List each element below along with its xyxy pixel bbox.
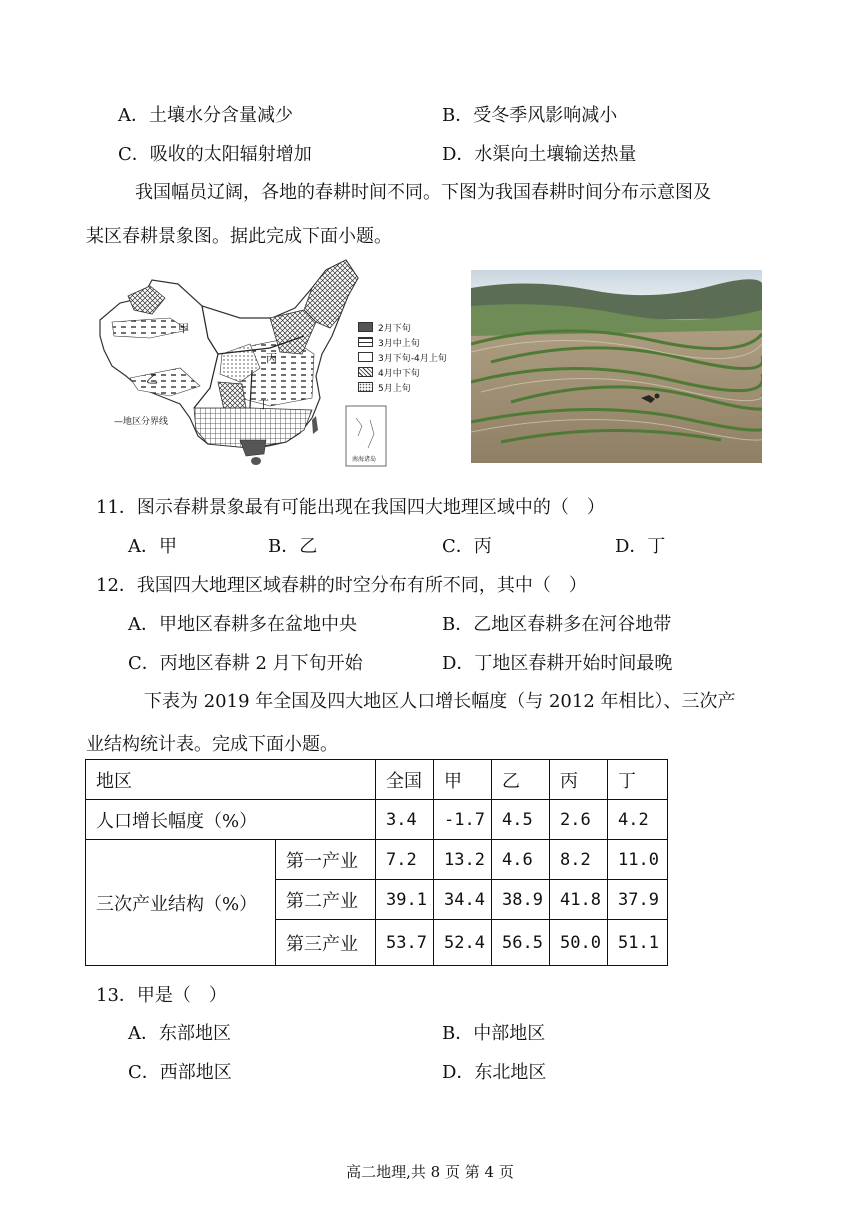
table-header-cell: 丙 <box>550 760 608 800</box>
population-industry-table <box>85 759 668 966</box>
intro-paragraph-1-line-2: 某区春耕景象图。据此完成下面小题。 <box>86 226 392 247</box>
legend-swatch-1 <box>358 322 373 332</box>
table-row-label: 第一产业 <box>276 840 376 880</box>
table-cell: 53.7 <box>376 920 434 966</box>
q11-option-b: B．乙 <box>268 536 318 557</box>
q13-stem: 13．甲是（ ） <box>96 985 227 1006</box>
table-cell: 8.2 <box>550 840 608 880</box>
table-header-cell: 乙 <box>492 760 550 800</box>
legend-swatch-5 <box>358 382 373 392</box>
legend-swatch-4 <box>358 367 373 377</box>
page-footer: 高二地理,共 8 页 第 4 页 <box>346 1163 514 1181</box>
table-row-label: 第二产业 <box>276 880 376 920</box>
table-header-row <box>86 760 668 800</box>
boundary-legend-label: —地区分界线 <box>114 417 169 427</box>
intro-paragraph-1-line-1: 我国幅员辽阔，各地的春耕时间不同。下图为我国春耕时间分布示意图及 <box>135 182 711 203</box>
table-cell: 38.9 <box>492 880 550 920</box>
q10-option-b: B．受冬季风影响减小 <box>442 105 618 126</box>
table-row <box>86 840 668 880</box>
table-cell: 4.6 <box>492 840 550 880</box>
table-cell: 41.8 <box>550 880 608 920</box>
table-cell: 37.9 <box>608 880 668 920</box>
legend-label-2: 3月中上旬 <box>378 339 420 349</box>
q12-stem: 12．我国四大地理区域春耕的时空分布有所不同，其中（ ） <box>96 575 587 596</box>
table-cell: 50.0 <box>550 920 608 966</box>
legend-swatch-3 <box>358 352 373 362</box>
legend-swatch-2 <box>358 337 373 347</box>
q11-option-d: D．丁 <box>615 536 666 557</box>
q10-option-a: A．土壤水分含量减少 <box>118 105 293 126</box>
q12-option-d: D．丁地区春耕开始时间最晚 <box>442 653 673 674</box>
inset-label: 南海诸岛 <box>352 456 377 463</box>
q10-option-c: C．吸收的太阳辐射增加 <box>118 144 312 165</box>
q12-option-b: B．乙地区春耕多在河谷地带 <box>442 614 672 635</box>
table-cell: 4.5 <box>492 800 550 840</box>
table-cell: 34.4 <box>434 880 492 920</box>
table-cell: 56.5 <box>492 920 550 966</box>
q11-option-c: C．丙 <box>442 536 492 557</box>
table-cell: 13.2 <box>434 840 492 880</box>
q12-option-a: A．甲地区春耕多在盆地中央 <box>128 614 357 635</box>
table-cell: 7.2 <box>376 840 434 880</box>
table-row-label: 人口增长幅度（%） <box>86 800 376 840</box>
region-label-jia: 甲 <box>178 322 189 335</box>
table-group-label: 三次产业结构（%） <box>86 840 276 966</box>
table-header-cell: 地区 <box>86 760 376 800</box>
legend-label-4: 4月中下旬 <box>378 369 420 379</box>
map-legend <box>358 322 448 402</box>
q12-option-c: C．丙地区春耕 2 月下旬开始 <box>128 653 363 674</box>
table-cell: 2.6 <box>550 800 608 840</box>
terraced-field-photo <box>471 270 762 463</box>
legend-label-3: 3月下旬-4月上旬 <box>378 354 447 364</box>
q10-option-d: D．水渠向土壤输送热量 <box>442 144 637 165</box>
legend-label-5: 5月上旬 <box>378 384 411 394</box>
region-label-bing: 丙 <box>266 352 277 365</box>
intro-paragraph-2-line-2: 业结构统计表。完成下面小题。 <box>86 734 338 755</box>
q13-option-d: D．东北地区 <box>442 1062 547 1083</box>
q11-option-a: A．甲 <box>128 536 177 557</box>
table-cell: 11.0 <box>608 840 668 880</box>
q11-stem: 11．图示春耕景象最有可能出现在我国四大地理区域中的（ ） <box>96 497 605 518</box>
table-cell: 4.2 <box>608 800 668 840</box>
spring-plowing-map <box>90 258 450 470</box>
table-cell: -1.7 <box>434 800 492 840</box>
table-cell: 39.1 <box>376 880 434 920</box>
table-row-label: 第三产业 <box>276 920 376 966</box>
table-cell: 52.4 <box>434 920 492 966</box>
table-cell: 3.4 <box>376 800 434 840</box>
q13-option-b: B．中部地区 <box>442 1023 546 1044</box>
q13-option-c: C．西部地区 <box>128 1062 232 1083</box>
table-header-cell: 丁 <box>608 760 668 800</box>
intro-paragraph-2-line-1: 下表为 2019 年全国及四大地区人口增长幅度（与 2012 年相比）、三次产 <box>144 691 736 712</box>
table-header-cell: 甲 <box>434 760 492 800</box>
table-cell: 51.1 <box>608 920 668 966</box>
region-label-ding: 丁 <box>258 398 269 411</box>
table-row <box>86 800 668 840</box>
table-header-cell: 全国 <box>376 760 434 800</box>
q13-option-a: A．东部地区 <box>128 1023 231 1044</box>
legend-label-1: 2月下旬 <box>378 324 411 334</box>
region-label-yi: 乙 <box>146 372 159 386</box>
